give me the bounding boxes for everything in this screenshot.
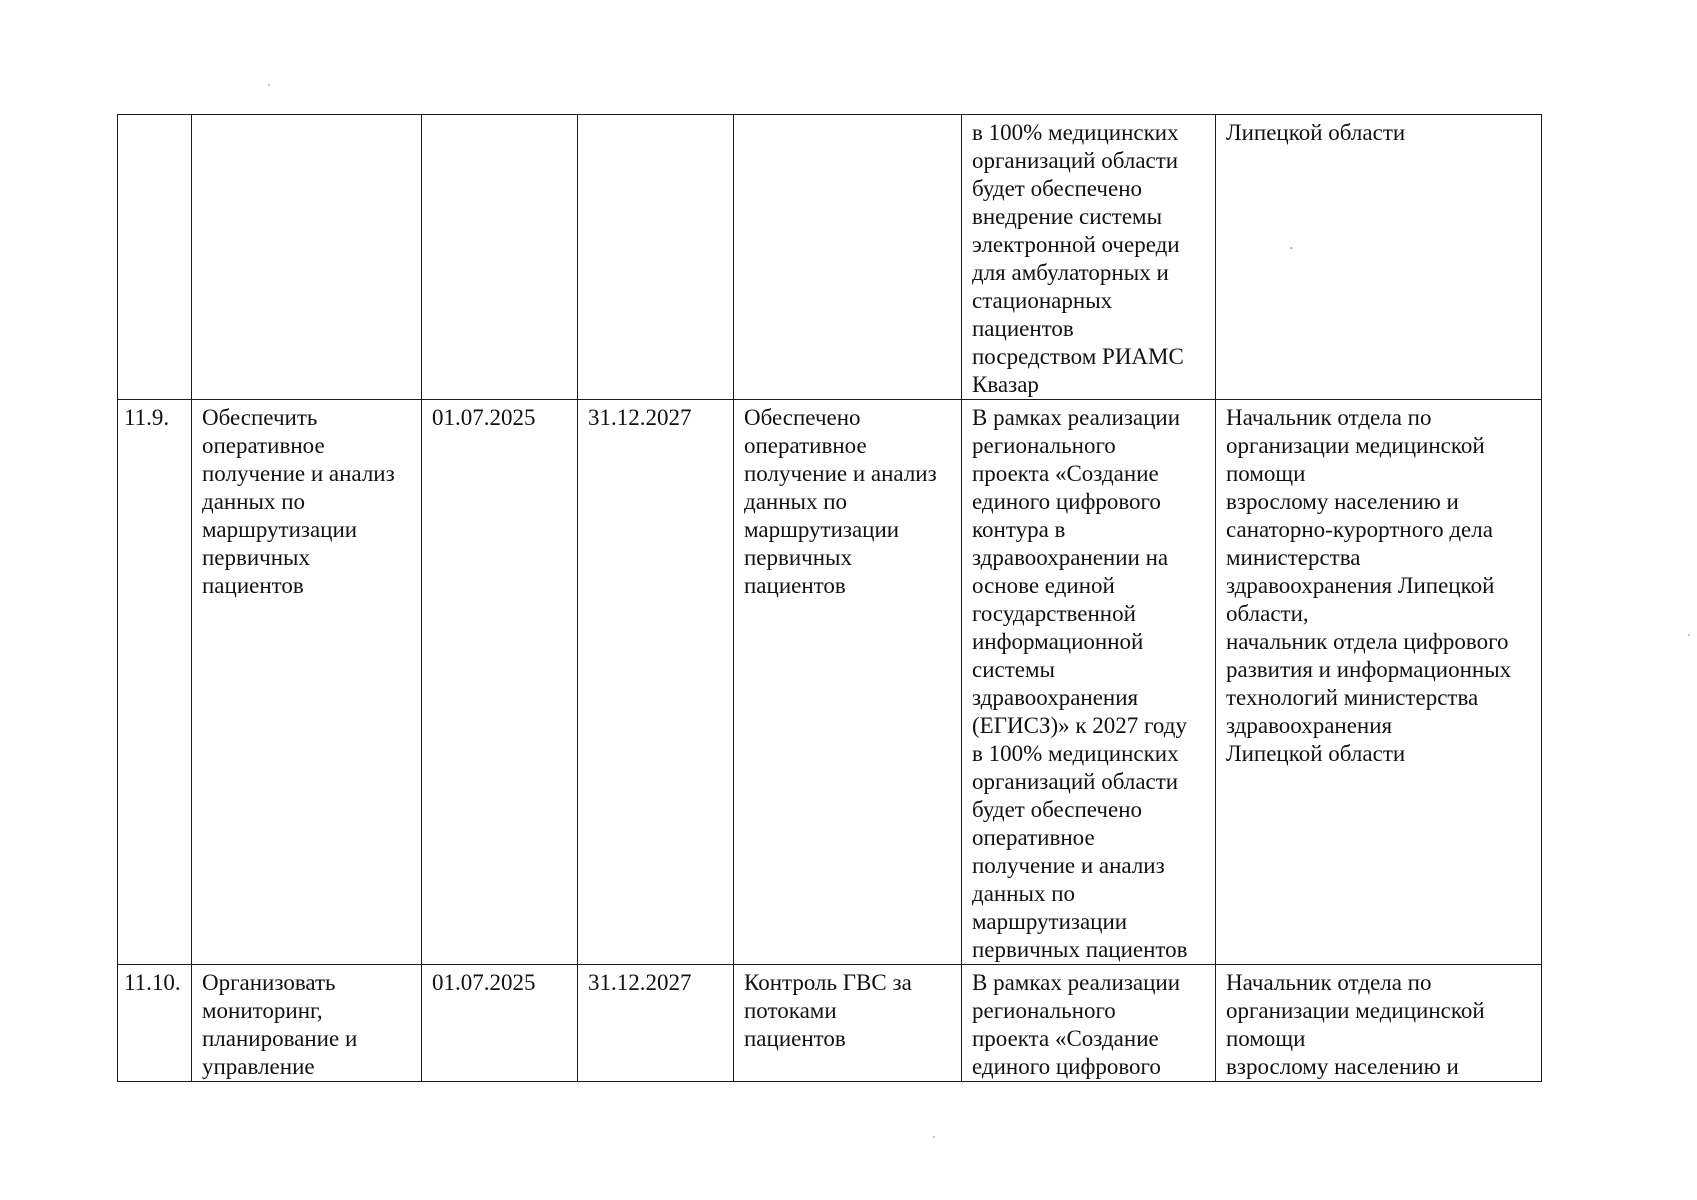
scan-speck <box>1688 634 1690 636</box>
result-cell <box>734 115 962 400</box>
scan-speck <box>268 84 270 86</box>
end-date-cell <box>578 115 734 400</box>
end-date-cell: 31.12.2027 <box>578 400 734 965</box>
start-date-cell: 01.07.2025 <box>422 400 578 965</box>
responsible-cell: Начальник отдела по организации медицинской помощи взрослому населению и <box>1216 965 1542 1082</box>
responsible-cell: Начальник отдела по организации медицинской помощи взрослому населению и санаторно-курортного дела министерства здравоохранения Липецкой области, начальник отдела цифрового развития и информационных технологий министерства здравоохранения Липецкой области <box>1216 400 1542 965</box>
table-row <box>118 400 1542 965</box>
action-cell: Организовать мониторинг, планирование и управление <box>192 965 422 1082</box>
scan-speck <box>933 1136 935 1138</box>
scan-speck <box>1290 247 1293 249</box>
start-date-cell: 01.07.2025 <box>422 965 578 1082</box>
description-cell: В рамках реализации регионального проекта «Создание единого цифрового контура в здравоохранении на основе единой государственной информационной системы здравоохранения (ЕГИСЗ)» к 2027 году в 100% медицинских организаций области будет обеспечено оперативное получение и анализ данных по маршрутизации первичных пациентов <box>962 400 1216 965</box>
action-cell: Обеспечить оперативное получение и анализ данных по маршрутизации первичных пациентов <box>192 400 422 965</box>
item-number-cell: 11.10. <box>118 965 192 1082</box>
table-row <box>118 965 1542 1082</box>
responsible-cell: Липецкой области <box>1216 115 1542 400</box>
table-row <box>118 115 1542 400</box>
description-cell: В рамках реализации регионального проекта «Создание единого цифрового <box>962 965 1216 1082</box>
action-plan-table <box>117 114 1542 1082</box>
start-date-cell <box>422 115 578 400</box>
result-cell: Контроль ГВС за потоками пациентов <box>734 965 962 1082</box>
item-number-cell <box>118 115 192 400</box>
item-number-cell: 11.9. <box>118 400 192 965</box>
end-date-cell: 31.12.2027 <box>578 965 734 1082</box>
description-cell: в 100% медицинских организаций области будет обеспечено внедрение системы электронной очереди для амбулаторных и стационарных пациентов посредством РИАМС Квазар <box>962 115 1216 400</box>
action-cell <box>192 115 422 400</box>
result-cell: Обеспечено оперативное получение и анализ данных по маршрутизации первичных пациентов <box>734 400 962 965</box>
